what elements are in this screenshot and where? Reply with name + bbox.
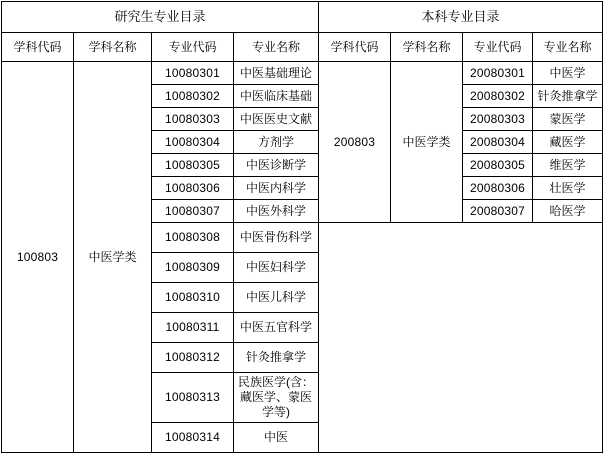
grad-major-code: 10080304 xyxy=(152,131,234,154)
column-header-grad-major-name: 专业名称 xyxy=(234,33,319,62)
grad-major-name: 中医诊断学 xyxy=(234,154,319,177)
grad-major-code: 10080314 xyxy=(152,423,234,453)
column-header-ug-major-name: 专业名称 xyxy=(533,33,603,62)
table-row xyxy=(2,62,603,85)
grad-major-name: 针灸推拿学 xyxy=(234,343,319,373)
grad-major-code: 10080306 xyxy=(152,177,234,200)
ug-major-name: 中医学 xyxy=(533,62,603,85)
ug-major-code: 20080301 xyxy=(463,62,533,85)
ug-discipline-name: 中医学类 xyxy=(391,62,463,223)
ug-major-code: 20080307 xyxy=(463,200,533,223)
grad-major-code: 10080301 xyxy=(152,62,234,85)
ug-major-code: 20080302 xyxy=(463,85,533,108)
column-header-grad-discipline-name: 学科名称 xyxy=(74,33,152,62)
grad-major-name: 中医医史文献 xyxy=(234,108,319,131)
ug-major-name: 藏医学 xyxy=(533,131,603,154)
grad-major-code: 10080303 xyxy=(152,108,234,131)
ug-major-name: 哈医学 xyxy=(533,200,603,223)
ug-major-code: 20080305 xyxy=(463,154,533,177)
ug-major-name: 壮医学 xyxy=(533,177,603,200)
group-header-graduate: 研究生专业目录 xyxy=(2,2,319,33)
ug-major-code: 20080303 xyxy=(463,108,533,131)
grad-major-code: 10080310 xyxy=(152,283,234,313)
grad-major-name: 中医儿科学 xyxy=(234,283,319,313)
grad-major-name: 中医 xyxy=(234,423,319,453)
ug-major-code: 20080304 xyxy=(463,131,533,154)
column-header-row xyxy=(2,33,603,62)
grad-major-name: 中医内科学 xyxy=(234,177,319,200)
grad-major-code: 10080309 xyxy=(152,253,234,283)
grad-discipline-code: 100803 xyxy=(2,62,74,453)
major-catalog-table xyxy=(1,1,603,453)
group-header-row xyxy=(2,2,603,33)
grad-major-code: 10080312 xyxy=(152,343,234,373)
ug-major-name: 蒙医学 xyxy=(533,108,603,131)
grad-major-name: 方剂学 xyxy=(234,131,319,154)
grad-major-name: 中医骨伤科学 xyxy=(234,223,319,253)
grad-major-name: 中医妇科学 xyxy=(234,253,319,283)
grad-major-code: 10080308 xyxy=(152,223,234,253)
ug-discipline-code: 200803 xyxy=(319,62,391,223)
grad-major-code: 10080313 xyxy=(152,373,234,423)
column-header-grad-discipline-code: 学科代码 xyxy=(2,33,74,62)
grad-major-name: 民族医学(含：藏医学、蒙医学等) xyxy=(234,373,319,423)
ug-major-name: 维医学 xyxy=(533,154,603,177)
empty-undergraduate-area xyxy=(319,223,603,453)
ug-major-code: 20080306 xyxy=(463,177,533,200)
column-header-ug-discipline-code: 学科代码 xyxy=(319,33,391,62)
grad-major-name: 中医临床基础 xyxy=(234,85,319,108)
grad-major-code: 10080302 xyxy=(152,85,234,108)
column-header-ug-discipline-name: 学科名称 xyxy=(391,33,463,62)
grad-major-name: 中医外科学 xyxy=(234,200,319,223)
grad-major-name: 中医基础理论 xyxy=(234,62,319,85)
column-header-grad-major-code: 专业代码 xyxy=(152,33,234,62)
grad-discipline-name: 中医学类 xyxy=(74,62,152,453)
group-header-undergraduate: 本科专业目录 xyxy=(319,2,603,33)
grad-major-code: 10080311 xyxy=(152,313,234,343)
grad-major-code: 10080305 xyxy=(152,154,234,177)
grad-major-name: 中医五官科学 xyxy=(234,313,319,343)
ug-major-name: 针灸推拿学 xyxy=(533,85,603,108)
grad-major-code: 10080307 xyxy=(152,200,234,223)
column-header-ug-major-code: 专业代码 xyxy=(463,33,533,62)
